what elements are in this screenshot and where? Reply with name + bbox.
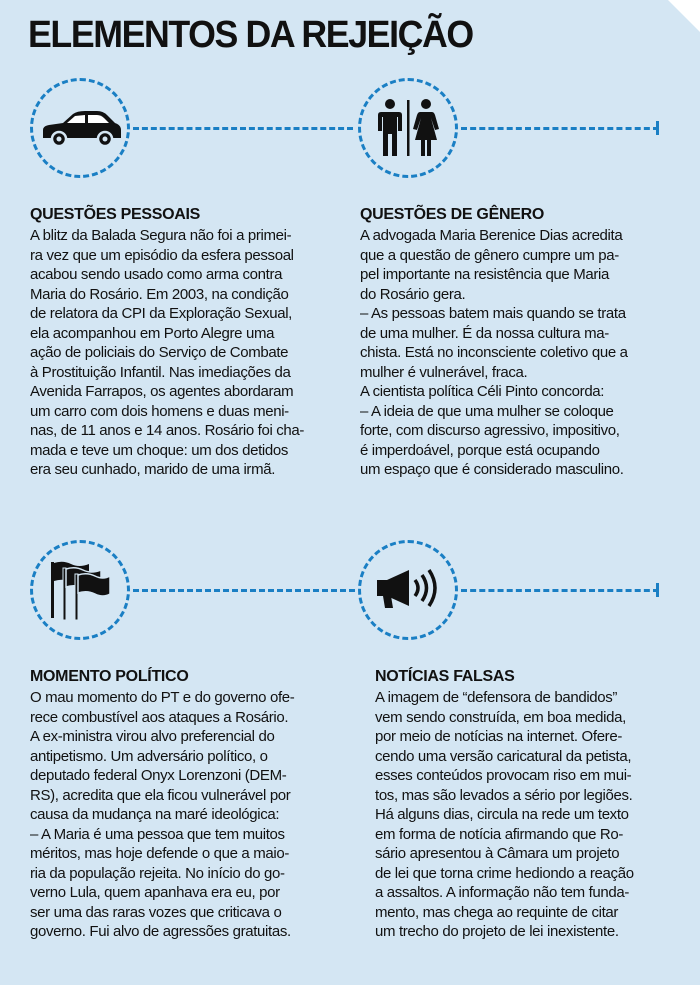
restroom-icon bbox=[376, 98, 440, 158]
page-title: ELEMENTOS DA REJEIÇÃO bbox=[28, 14, 473, 56]
connector-line-4 bbox=[461, 589, 659, 592]
section-heading: MOMENTO POLÍTICO bbox=[30, 668, 189, 685]
section-questoes-de-genero bbox=[360, 206, 660, 480]
flags-icon bbox=[49, 558, 111, 622]
section-noticias-falsas bbox=[375, 668, 675, 942]
section-body: O mau momento do PT e do governo ofe- rece combustível aos ataques a Rosário. A ex-ministra virou alvo preferencial do antipetismo. Um adversário político, o deputado federal Onyx Lorenzoni (DEM- RS), acredita que ela ficou vulnerável por causa da mudança na maré ideológica: – A Maria é uma pessoa que tem muitos méritos, mas hoje defende o que a maio- ria da população rejeita. No início do go- verno Lula, quem apanhava era eu, por ser uma das raras vozes que criticava o governo. Fui alvo de agressões gratuitas. bbox=[30, 689, 295, 940]
car-icon-circle bbox=[30, 78, 130, 178]
megaphone-icon-circle bbox=[358, 540, 458, 640]
section-body: A blitz da Balada Segura não foi a primei- ra vez que um episódio da esfera pessoal acabou sendo usado como arma contra Maria do Rosário. Em 2003, na condição de relatora da CPI da Exploração Sexual, ela acompanhou em Porto Alegre uma ação de policiais do Serviço de Combate à Prostituição Infantil. Nas imediações da Avenida Farrapos, os agentes abordaram um carro com dois homens e duas meni- nas, de 11 anos e 14 anos. Rosário foi cha- mada e teve um choque: um dos detidos era seu cunhado, marido de uma irmã. bbox=[30, 227, 305, 478]
connector-line-2 bbox=[461, 127, 659, 130]
section-heading: QUESTÕES PESSOAIS bbox=[30, 206, 201, 223]
restroom-icon-circle bbox=[358, 78, 458, 178]
section-questoes-pessoais bbox=[30, 206, 328, 480]
flags-icon-circle bbox=[30, 540, 130, 640]
car-icon bbox=[37, 108, 123, 148]
megaphone-icon bbox=[375, 568, 441, 612]
section-heading: NOTÍCIAS FALSAS bbox=[375, 668, 515, 685]
section-momento-politico bbox=[30, 668, 330, 942]
section-heading: QUESTÕES DE GÊNERO bbox=[360, 206, 544, 223]
page-corner bbox=[668, 0, 700, 32]
connector-end-2 bbox=[656, 583, 659, 597]
connector-line-1 bbox=[133, 127, 353, 130]
section-body: A imagem de “defensora de bandidos” vem sendo construída, em boa medida, por meio de notícias na internet. Ofere- cendo uma versão caricatural da petista, esses conteúdos provocam riso em mui- tos, mas são levados a sério por legiões. Há alguns dias, circula na rede um texto em forma de notícia afirmando que Ro- sário apresentou à Câmara um projeto de lei que torna crime hediondo a reação a assaltos. A informação não tem funda- mento, mas chega ao requinte de citar um trecho do projeto de lei inexistente. bbox=[375, 689, 634, 940]
connector-end-1 bbox=[656, 121, 659, 135]
section-body: A advogada Maria Berenice Dias acredita que a questão de gênero cumpre um pa- pel importante na resistência que Maria do Rosário gera. – As pessoas batem mais quando se trata de uma mulher. É da nossa cultura ma- chista. Está no inconsciente coletivo que a mulher é vulnerável, fraca. A cientista política Céli Pinto concorda: – A ideia de que uma mulher se coloque forte, com discurso agressivo, impositivo, é imperdoável, porque está ocupando um espaço que é considerado masculino. bbox=[360, 227, 628, 478]
connector-line-3 bbox=[133, 589, 355, 592]
